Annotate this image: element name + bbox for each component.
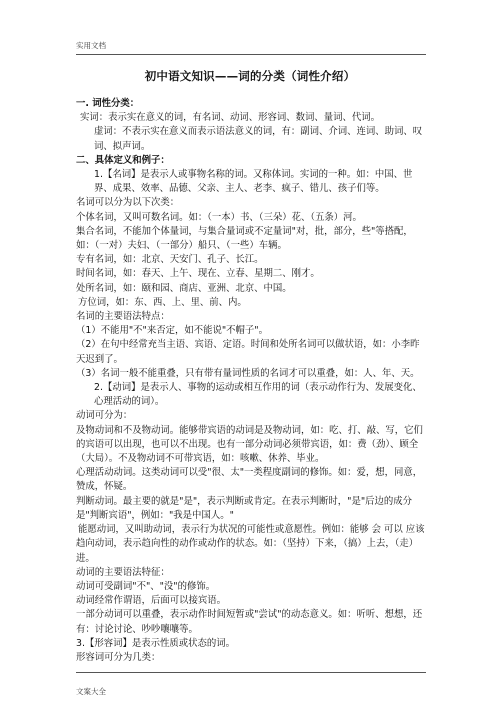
- page-header: 实用文档: [76, 41, 106, 50]
- paragraph: 集合名词，不能加个体量词，与集合量词或不定量词"对，批，部分，些"等搭配，如：（一对）夫妇、（一部分）船只、（一些）车辆。: [76, 225, 413, 252]
- paragraph: 处所名词，如：颐和园、商店、亚洲、北京、中国。: [76, 282, 292, 294]
- paragraph: 动词可受副词"不"、"没"的修饰。: [76, 580, 216, 592]
- paragraph: 心理活动动词。这类动词可以受"很、太"一类程度副词的修饰。如：爱，想，同意，赞成，怀疑。: [76, 467, 423, 493]
- paragraph: 趋向动词，表示趋向性的动作或动作的状态。如：（坚持）下来，（搞）上去，（走）进。: [76, 538, 419, 564]
- paragraph: 名词可以分为以下次类：: [76, 197, 180, 209]
- paragraph: 动词的主要语法特征：: [76, 566, 170, 578]
- paragraph: 1.【名词】是表示人或事物名称的词。又称体词。实词的一种。如：中国、世界、成果、效率、品德、父亲、主人、老李、疯子、错儿、孩子们等。: [94, 169, 413, 195]
- paragraph: 能愿动词，又叫助动词，表示行为状况的可能性或意愿性。例如：能够 会 可以 应该: [78, 524, 425, 536]
- footer-rule: [76, 672, 426, 673]
- header-rule: [76, 54, 426, 55]
- paragraph: 名词的主要语法特点：: [76, 311, 170, 323]
- paragraph: 专有名词，如：北京、天安门、孔子、长江。: [76, 254, 264, 266]
- document-body: [76, 97, 428, 665]
- paragraph: （1）不能用"不"来否定，如不能说"不帽子"。: [76, 325, 268, 337]
- paragraph: 形容词可分为几类：: [76, 651, 161, 663]
- paragraph: 及物动词和不及物动词。能够带宾语的动词是及物动词，如：吃、打、敲、写，它们的宾语可以出现，也可以不出现。也有一部分动词必须带宾语，如：费（劲）、顾全（大局）。不及物动词不可带宾语，如：咳嗽、休养、毕业。: [76, 424, 423, 465]
- paragraph: 动词经常作谓语，后面可以接宾语。: [76, 595, 227, 607]
- page-footer: 文案大全: [76, 687, 106, 696]
- paragraph: 时间名词，如：春天、上午、现在、立春、星期二、刚才。: [76, 268, 320, 280]
- paragraph: 一部分动词可以重叠，表示动作时间短暂或"尝试"的动态意义。如：听听、想想，还有：讨论讨论、吵吵嚷嚷等。: [76, 609, 423, 635]
- paragraph: （3）名词一般不能重叠，只有带有量词性质的名词才可以重叠，如：人、年、天。: [76, 367, 420, 379]
- paragraph: 3.【形容词】是表示性质或状态的词。: [76, 637, 235, 649]
- section-heading: 一. 词性分类：: [76, 98, 140, 109]
- paragraph: 2.【动词】是表示人、事物的运动或相互作用的词（表示动作行为、发展变化、心理活动的词）。: [94, 382, 422, 408]
- paragraph: 个体名词，又叫可数名词。如：（一本）书、（三朵）花、（五条）河。: [76, 211, 362, 223]
- paragraph: 方位词，如：东、西、上、里、前、内。: [78, 296, 247, 308]
- paragraph: （2）在句中经常充当主语、宾语、定语。时间和处所名词可以做状语，如：小李昨天迟到了。: [76, 339, 420, 365]
- paragraph: 虚词：不表示实在意义而表示语法意义的词，有：副词、介词、连词、助词、叹词、拟声词。: [94, 126, 423, 152]
- paragraph: 判断动词。最主要的就是"是"，表示判断或肯定。在表示判断时，"是"后边的成分是"判断宾语"，例如："我是中国人。": [76, 495, 413, 521]
- paragraph: 动词可分为：: [76, 410, 133, 422]
- document-title: 初中语文知识——词的分类（词性介绍）: [144, 69, 356, 83]
- paragraph: 实词：表示实在意义的词，有名词、动词、形容词、数词、量词、代词。: [80, 112, 381, 124]
- section-heading: 二、具体定义和例子：: [76, 154, 170, 166]
